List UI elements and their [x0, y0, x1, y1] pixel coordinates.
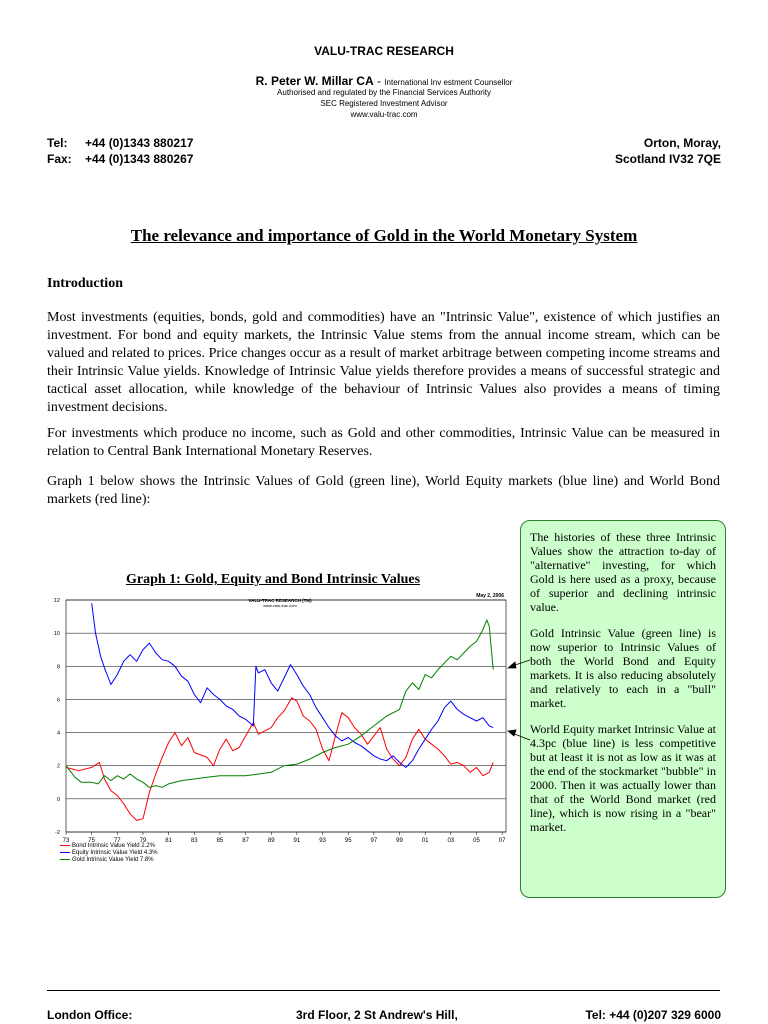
person-line — [0, 74, 768, 88]
paragraph-no-income: For investments which produce no income, such as Gold and other commodities, Intrinsic Value can be measured in relation to Central Bank International Monetary Reserves. — [47, 426, 720, 459]
intrinsic-value-chart — [48, 592, 518, 863]
y-tick-label: 4 — [56, 730, 60, 737]
legend-entry: Gold Intrinsic Value Yield 7.8% — [72, 857, 154, 863]
contact-phone-block — [47, 135, 193, 167]
x-tick-label: 97 — [370, 838, 378, 844]
person-role: International Inv estment Counsellor — [384, 78, 513, 87]
footer-rule — [47, 990, 720, 991]
series-line-gold — [66, 620, 493, 787]
sec-line: SEC Registered Investment Advisor — [320, 99, 448, 108]
y-tick-label: 2 — [56, 763, 60, 770]
website[interactable]: www.valu-trac.com — [350, 110, 418, 119]
x-tick-label: 87 — [242, 838, 249, 844]
y-tick-label: 8 — [56, 664, 60, 671]
contact-address-block — [615, 135, 721, 167]
callout-paragraph-3: World Equity market Intrinsic Value at 4.3pc (blue line) is less competitive but at least it is not as low as it was at the end of the stockmarket "bubble" in 2000. Then it was actually lower than that of the World Bond market (red line), which is now rising in a "bear" market. — [530, 722, 716, 834]
y-tick-label: 10 — [53, 631, 60, 638]
y-tick-labels — [54, 598, 60, 836]
firm-name: VALU-TRAC RESEARCH — [314, 44, 454, 58]
y-tick-label: 12 — [53, 598, 60, 604]
x-tick-label: 77 — [113, 838, 121, 844]
series-line-bond — [66, 698, 493, 821]
graph-title: Graph 1: Gold, Equity and Bond Intrinsic Values — [126, 572, 421, 587]
fax-number: +44 (0)1343 880267 — [85, 152, 194, 166]
x-tick-label: 91 — [293, 838, 301, 844]
chart-inner-title: VALU-TRAC RESEARCH (TM) — [248, 598, 312, 603]
paragraph-intrinsic-value: Most investments (equities, bonds, gold and commodities) have an "Intrinsic Value", existence of which justifies an investment. For bond and equity markets, the Intrinsic Value stems from the annual income stream, which can be valued and related to prices. Price changes occur as a result of market arbitrage between competing income streams and their Intrinsic Value yields. Knowledge of Intrinsic Value yields therefore provides a means of successful strategic and tactical asset allocation, while knowledge of the behaviour of Intrinsic Values also provides a means of timing investment decisions. — [47, 310, 720, 415]
commentary-callout — [520, 520, 726, 898]
y-tick-label: -2 — [55, 830, 60, 836]
fsa-line: Authorised and regulated by the Financial Services Authority — [277, 88, 491, 97]
legend-entry: Bond Intrinsic Value Yield 2.2% — [72, 843, 155, 849]
address-line-2: Scotland IV32 7QE — [614, 152, 721, 166]
legend-entry: Equity Intrinsic Value Yield 4.3% — [72, 850, 158, 856]
y-tick-label: 6 — [56, 697, 60, 704]
chart-series — [66, 603, 493, 820]
fax-label: Fax: — [47, 152, 72, 166]
x-tick-label: 07 — [498, 838, 506, 844]
chart-legend — [60, 843, 158, 863]
footer-phone: Tel: +44 (0)207 329 6000 — [585, 1008, 721, 1022]
footer-office-label: London Office: — [47, 1008, 133, 1022]
series-line-equity — [92, 603, 494, 767]
x-tick-label: 75 — [88, 838, 95, 844]
person-name: R. Peter W. Millar CA — [255, 74, 374, 88]
footer-address: 3rd Floor, 2 St Andrew's Hill, — [296, 1008, 458, 1022]
x-tick-label: 95 — [344, 838, 352, 844]
y-tick-label: 0 — [56, 796, 60, 803]
document-title: The relevance and importance of Gold in the World Monetary System — [130, 226, 638, 245]
x-tick-label: 03 — [447, 838, 455, 844]
x-tick-label: 81 — [165, 838, 172, 844]
person-separator: - — [373, 74, 385, 88]
tel-label: Tel: — [47, 136, 68, 150]
x-tick-label: 85 — [216, 838, 224, 844]
address-line-1: Orton, Moray, — [643, 136, 721, 150]
tel-number: +44 (0)1343 880217 — [85, 136, 194, 150]
x-tick-label: 05 — [473, 838, 480, 844]
paragraph-graph-intro: Graph 1 below shows the Intrinsic Values of Gold (green line), World Equity markets (blue line) and World Bond markets (red line): — [47, 474, 720, 507]
chart-date-label: May 2, 2006 — [476, 593, 504, 599]
introduction-heading: Introduction — [47, 276, 123, 291]
callout-paragraph-1: The histories of these three Intrinsic Values show the attraction to-day of "alternative" investing, for which Gold is here used as a proxy, because of superior and declining intrinsic value. — [530, 530, 716, 614]
chart-inner-subtitle: www.valu-trac.com — [263, 603, 297, 608]
x-tick-label: 83 — [190, 838, 198, 844]
x-tick-label: 73 — [62, 838, 70, 844]
x-tick-label: 79 — [139, 838, 147, 844]
x-tick-label: 89 — [267, 838, 275, 844]
x-tick-label: 01 — [421, 838, 429, 844]
x-tick-label: 93 — [319, 838, 326, 844]
x-tick-label: 99 — [396, 838, 403, 844]
callout-paragraph-2: Gold Intrinsic Value (green line) is now superior to Intrinsic Values of both the World Bond and Equity markets. It is also reducing absolutely and relatively to each in a "bull" market. — [530, 626, 716, 710]
